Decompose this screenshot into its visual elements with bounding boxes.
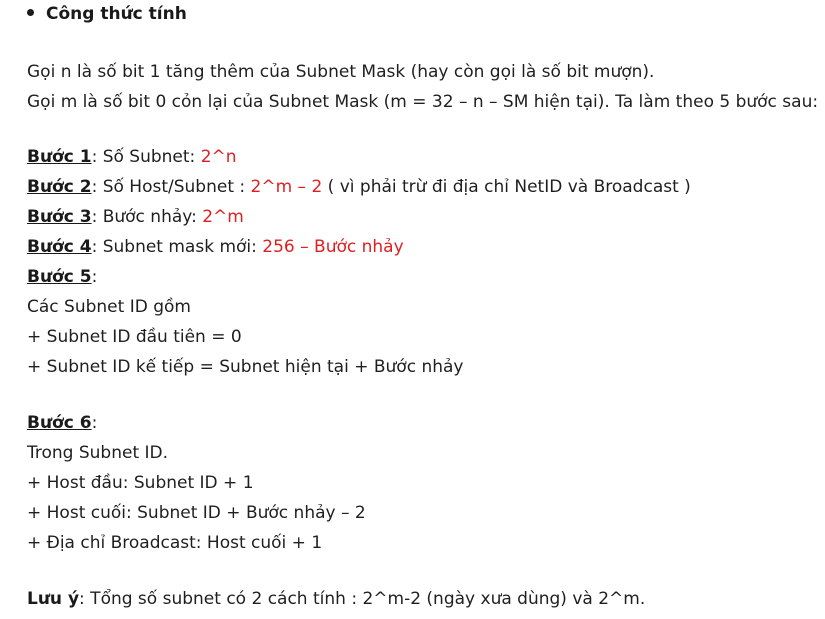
step-3-label: Bước 3 [27,207,92,227]
step-6 [27,411,97,435]
step-6-label: Bước 6 [27,413,92,433]
step-3-formula: 2^m [202,207,244,227]
note [27,587,645,611]
step-4-label: Bước 4 [27,237,92,257]
note-label: Lưu ý [27,589,80,609]
step-5-line-1: Các Subnet ID gồm [27,297,191,317]
step-1-formula: 2^n [200,147,237,167]
note-text: : Tổng số subnet có 2 cách tính : 2^m-2 (ngày xưa dùng) và 2^m. [79,589,646,609]
intro-line-2: Gọi m là số bit 0 cỏn lại của Subnet Mask (m = 32 – n – SM hiện tại). Ta làm theo 5 bước sau: [27,92,819,112]
step-6-line-3: + Host cuối: Subnet ID + Bước nhảy – 2 [27,503,366,523]
bullet-icon [27,9,34,16]
step-2-text: : Số Host/Subnet : [91,177,251,197]
step-5 [27,265,97,289]
step-3-text: : Bước nhảy: [91,207,203,227]
step-4 [27,235,404,259]
step-6-text: : [91,413,98,433]
heading-text: Công thức tính [46,4,187,24]
step-4-text: : Subnet mask mới: [91,237,263,257]
step-2-formula: 2^m – 2 [250,177,323,197]
step-3 [27,205,244,229]
step-2-label: Bước 2 [27,177,92,197]
step-1 [27,145,237,169]
step-5-line-2: + Subnet ID đầu tiên = 0 [27,327,242,347]
step-2 [27,175,691,199]
step-6-line-1: Trong Subnet ID. [27,443,169,463]
step-5-text: : [91,267,98,287]
step-5-line-3: + Subnet ID kế tiếp = Subnet hiện tại + Bước nhảy [27,357,464,377]
step-1-text: : Số Subnet: [91,147,201,167]
step-1-label: Bước 1 [27,147,92,167]
step-6-line-2: + Host đầu: Subnet ID + 1 [27,473,254,493]
step-5-label: Bước 5 [27,267,92,287]
step-6-line-4: + Địa chỉ Broadcast: Host cuối + 1 [27,533,323,553]
step-4-formula: 256 – Bước nhảy [262,237,404,257]
section-heading [27,4,187,24]
step-2-after: ( vì phải trừ đi địa chỉ NetID và Broadcast ) [322,177,691,197]
intro-line-1: Gọi n là số bit 1 tăng thêm của Subnet Mask (hay còn gọi là số bit mượn). [27,62,655,82]
